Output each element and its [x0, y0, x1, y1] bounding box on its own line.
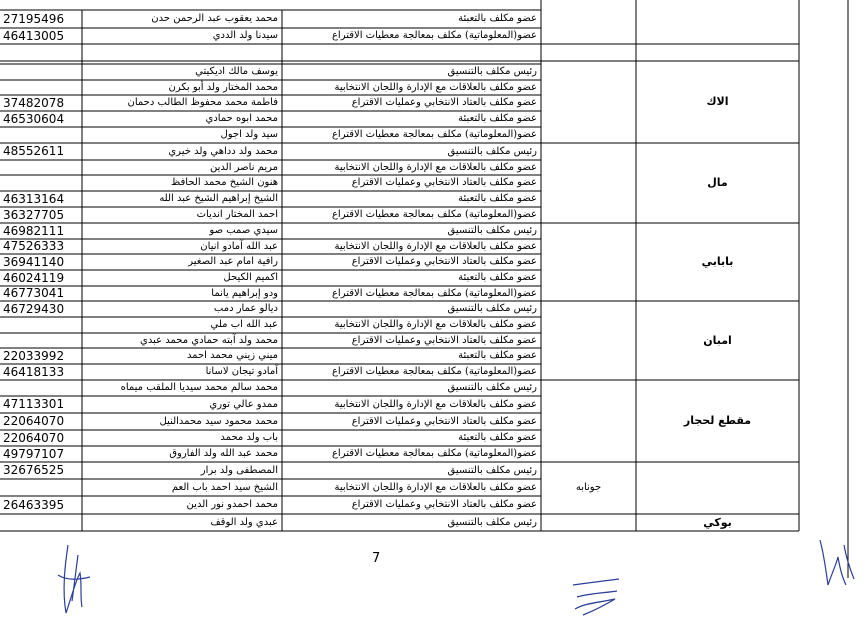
name-cell: باب ولد محمد: [220, 432, 278, 443]
name-cell: عبد الله آمادو انيان: [200, 241, 278, 252]
name-cell: هنون الشيخ محمد الحافظ: [171, 177, 278, 188]
role-cell: رئيس مكلف بالتنسيق: [447, 382, 537, 393]
role-cell: عضو مكلف بالتعبئة: [458, 13, 537, 24]
role-cell: عضو(المعلوماتية) مكلف بمعالجة معطيات الاقتراع: [331, 366, 537, 377]
name-cell: مريم ناصر الدين: [210, 162, 278, 173]
name-cell: ديالو عمار دمب: [213, 303, 278, 314]
signature-right: [810, 535, 860, 595]
phone-cell: 46982111: [3, 224, 65, 238]
role-cell: رئيس مكلف بالتنسيق: [447, 517, 537, 528]
role-cell: عضو مكلف بالتعبئة: [458, 432, 537, 443]
phone-cell: 47113301: [3, 397, 65, 411]
phone-cell: 46729430: [3, 302, 65, 316]
phone-cell: 37482078: [3, 96, 65, 110]
place-cell: مال: [707, 176, 728, 189]
role-cell: عضو مكلف بالتعبئة: [458, 350, 537, 361]
name-cell: اكميم الكيحل: [223, 272, 278, 283]
phone-cell: 32676525: [3, 463, 65, 477]
phone-cell: [0, 479, 82, 496]
role-cell: عضو مكلف بالعلاقات مع الإدارة واللجان الانتخابية: [334, 82, 537, 93]
role-cell: عضو(المعلوماتية) مكلف بمعالجة معطيات الاقتراع: [331, 209, 537, 220]
phone-cell: 46773041: [3, 286, 65, 300]
name-cell: [82, 44, 282, 61]
phone-cell: 22064070: [3, 431, 65, 445]
name-cell: الشيخ سيد احمد باب العم: [171, 482, 278, 493]
place-cell: بابابي: [701, 255, 734, 268]
role-cell: عضو(المعلوماتية) مكلف بمعالجة معطيات الاقتراع: [331, 288, 537, 299]
phone-cell: [0, 175, 82, 191]
phone-cell: 27195496: [3, 12, 65, 26]
name-cell: محمد ولد دداهي ولد خيري: [168, 146, 278, 157]
name-cell: سيدنا ولد الددي: [212, 30, 278, 41]
phone-cell: [0, 160, 82, 175]
role-cell: عضو مكلف بالعلاقات مع الإدارة واللجان الانتخابية: [334, 162, 537, 173]
role-cell: رئيس مكلف بالتنسيق: [447, 146, 537, 157]
phone-cell: [0, 514, 82, 531]
role-cell: عضو مكلف بالعتاد الانتخابي وعمليات الاقتراع: [351, 256, 537, 267]
place-cell: بوكي: [703, 516, 732, 529]
name-cell: احمد المختار انديات: [196, 209, 278, 220]
phone-cell: 46418133: [3, 365, 65, 379]
name-cell: ممدو عالي توري: [209, 399, 278, 410]
role-cell: عضو مكلف بالعتاد الانتخابي وعمليات الاقتراع: [351, 499, 537, 510]
role-cell: عضو مكلف بالتعبئة: [458, 113, 537, 124]
name-cell: ودو إبراهيم يانما: [211, 288, 278, 299]
name-cell: يوسف مالك اديكيتي: [195, 66, 278, 77]
role-cell: رئيس مكلف بالتنسيق: [447, 225, 537, 236]
role-cell: عضو(المعلوماتية) مكلف بمعالجة معطيات الاقتراع: [331, 30, 537, 41]
name-cell: محمد عبد الله ولد الفاروق: [169, 448, 278, 459]
name-cell: محمد احمدو نور الدين: [186, 499, 278, 510]
phone-cell: [0, 64, 82, 80]
role-cell: رئيس مكلف بالتنسيق: [447, 465, 537, 476]
signature-left: [50, 535, 100, 620]
role-cell: [282, 44, 541, 61]
phone-cell: 46024119: [3, 271, 65, 285]
phone-cell: 47526333: [3, 239, 65, 253]
role-cell: عضو مكلف بالعتاد الانتخابي وعمليات الاقتراع: [351, 97, 537, 108]
role-cell: عضو مكلف بالعتاد الانتخابي وعمليات الاقتراع: [351, 177, 537, 188]
phone-cell: 46530604: [3, 112, 65, 126]
phone-cell: 22033992: [3, 349, 65, 363]
name-cell: محمد يعقوب عبد الرحمن حدن: [151, 13, 278, 24]
role-cell: رئيس مكلف بالتنسيق: [447, 66, 537, 77]
phone-cell: 36327705: [3, 208, 65, 222]
role-cell: عضو مكلف بالعلاقات مع الإدارة واللجان الانتخابية: [334, 482, 537, 493]
role-cell: عضو(المعلوماتية) مكلف بمعالجة معطيات الاقتراع: [331, 129, 537, 140]
page-number: 7: [372, 551, 381, 566]
role-cell: عضو مكلف بالعلاقات مع الإدارة واللجان الانتخابية: [334, 399, 537, 410]
name-cell: الشيخ إبراهيم الشيخ عبد الله: [159, 193, 278, 204]
role-cell: عضو(المعلوماتية) مكلف بمعالجة معطيات الاقتراع: [331, 448, 537, 459]
name-cell: سيدي صمب صو: [209, 225, 278, 236]
name-cell: ميني زيني محمد احمد: [186, 350, 278, 361]
name-cell: محمد ولد آبته حمادي محمد عبدي: [140, 335, 278, 346]
phone-cell: 49797107: [3, 447, 65, 461]
name-cell: عبد الله اب ملي: [210, 319, 278, 330]
phone-cell: [0, 317, 82, 333]
phone-cell: [0, 127, 82, 143]
phone-cell: 26463395: [3, 498, 65, 512]
name-cell: محمد سالم محمد سيديا الملقب ميماه: [120, 382, 278, 393]
name-cell: محمد ابوه حمادي: [205, 113, 278, 124]
name-cell: فاطمة محمد محفوظ الطالب دحمان: [127, 97, 278, 108]
role-cell: عضو مكلف بالعلاقات مع الإدارة واللجان الانتخابية: [334, 241, 537, 252]
role-cell: عضو مكلف بالعلاقات مع الإدارة واللجان الانتخابية: [334, 319, 537, 330]
signature-middle: [565, 575, 625, 620]
phone-cell: 36941140: [3, 255, 65, 269]
role-cell: رئيس مكلف بالتنسيق: [447, 303, 537, 314]
phone-cell: [0, 80, 82, 95]
name-cell: آمادو تيجان لاسانا: [205, 366, 278, 377]
phone-cell: 46313164: [3, 192, 65, 206]
role-cell: عضو مكلف بالتعبئة: [458, 272, 537, 283]
place-cell: الاك: [706, 95, 729, 108]
role-cell: عضو مكلف بالعتاد الانتخابي وعمليات الاقتراع: [351, 416, 537, 427]
place-cell: مقطع لحجار: [683, 414, 752, 427]
phone-cell: [0, 44, 82, 61]
name-cell: سيد ولد اجول: [220, 129, 278, 140]
role-cell: عضو مكلف بالتعبئة: [458, 193, 537, 204]
phone-cell: [0, 333, 82, 348]
name-cell: رافية امام عبد الصغير: [188, 256, 278, 267]
phone-cell: 46413005: [3, 29, 65, 43]
name-cell: المصطفى ولد برار: [200, 465, 278, 476]
role-cell: عضو مكلف بالعتاد الانتخابي وعمليات الاقتراع: [351, 335, 537, 346]
phone-cell: 22064070: [3, 414, 65, 428]
phone-cell: [0, 380, 82, 396]
subplace-cell: جونابه: [575, 482, 602, 493]
phone-cell: 48552611: [3, 144, 65, 158]
name-cell: محمد المختار ولد أبو بكرن: [168, 82, 278, 93]
name-cell: محمد محمود سيد محمدالنيل: [159, 416, 278, 427]
place-cell: امبان: [703, 334, 732, 347]
name-cell: عبدي ولد الوقف: [210, 517, 278, 528]
